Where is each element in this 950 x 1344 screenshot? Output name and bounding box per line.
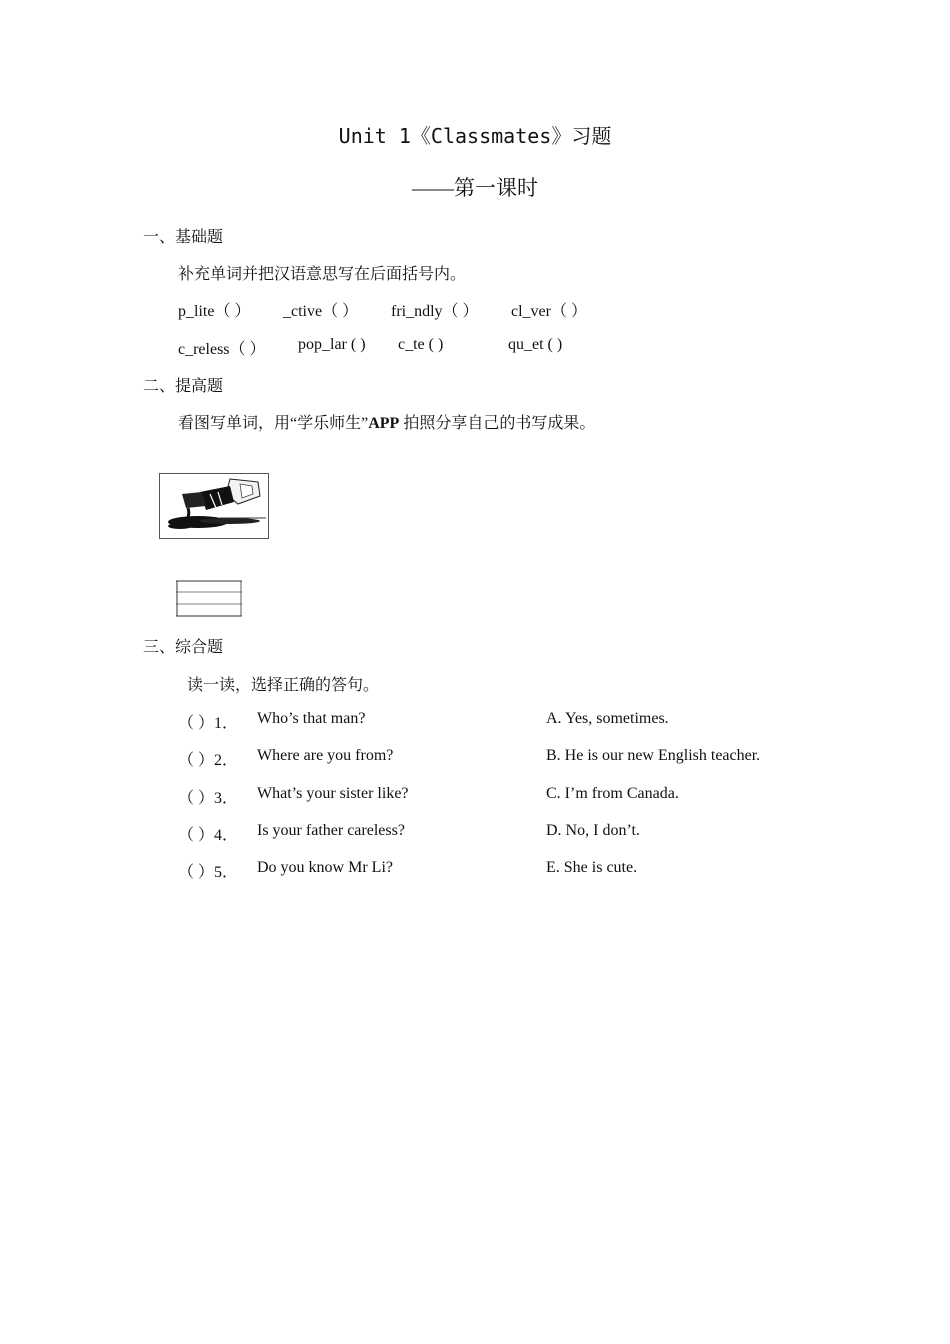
question-text: Is your father careless? [257,822,405,839]
question-blank: （ ）5． [178,864,239,881]
page-title: Unit 1《Classmates》习题 [338,124,612,148]
instruction-text: 拍照分享自己的书写成果。 [399,415,596,432]
answer-option: E. She is cute. [546,859,638,876]
question-blank: （ ）4． [178,827,239,844]
section2-heading: 二、提高题 [143,378,224,395]
question-text: What’s your sister like? [257,785,409,802]
word-blank: c_reless（ ） [178,341,266,358]
word-blank: c_te ( ) [398,336,444,353]
word-blank: p_lite（ ） [178,303,251,320]
word-blank: pop_lar ( ) [298,336,366,353]
section3-heading: 三、综合题 [143,639,224,656]
word-blank: qu_et ( ) [508,336,563,353]
section1-instruction: 补充单词并把汉语意思写在后面括号内。 [178,266,467,283]
section3-instruction: 读一读，选择正确的答句。 [187,677,380,694]
answer-option: D. No, I don’t. [546,822,640,839]
ink-bottle-pouring-icon [159,473,269,539]
answer-option: B. He is our new English teacher. [546,747,761,764]
question-text: Do you know Mr Li? [257,859,393,876]
question-text: Where are you from? [257,747,394,764]
four-line-grid [176,580,242,620]
app-name: APP [368,415,400,432]
answer-option: A. Yes, sometimes. [546,710,669,727]
word-blank: cl_ver（ ） [511,303,587,320]
question-blank: （ ）3． [178,790,239,807]
section2-instruction [178,410,595,433]
question-blank: （ ）1． [178,715,239,732]
question-blank: （ ）2． [178,752,239,769]
word-blank: _ctive（ ） [283,303,359,320]
section1-heading: 一、基础题 [143,229,224,246]
question-text: Who’s that man? [257,710,366,727]
instruction-text: 看图写单词，用“学乐师生” [178,415,369,432]
word-blank: fri_ndly（ ） [391,303,479,320]
handwriting-lines [176,580,242,620]
ink-illustration [160,474,268,538]
page-subtitle: ——第一课时 [412,176,538,200]
answer-option: C. I’m from Canada. [546,785,679,802]
